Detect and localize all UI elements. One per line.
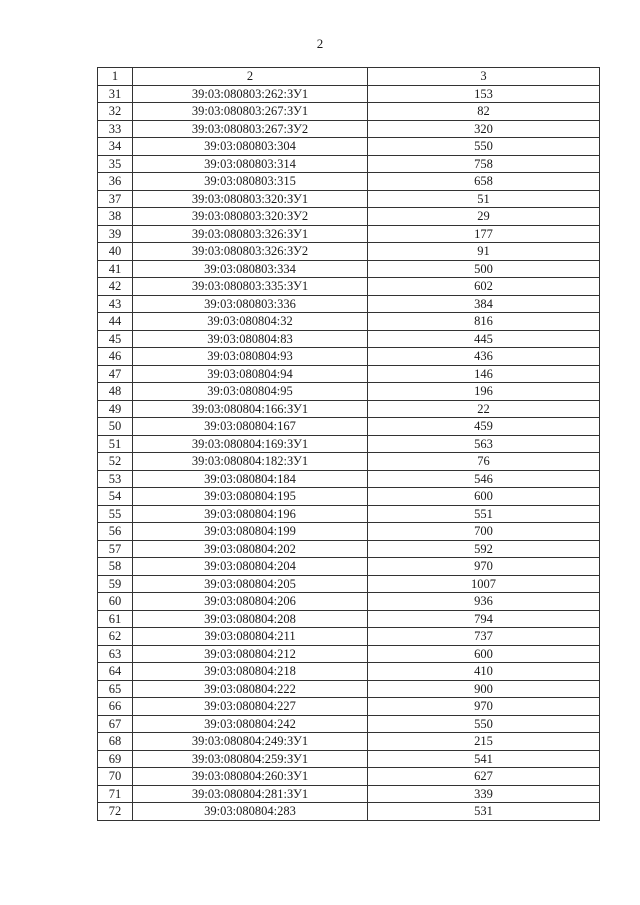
area-cell: 445 [368, 330, 600, 348]
cadastral-number-cell: 39:03:080803:267:ЗУ2 [133, 120, 368, 138]
area-cell: 794 [368, 610, 600, 628]
table-row [98, 260, 600, 278]
table-row [98, 138, 600, 156]
area-cell: 76 [368, 453, 600, 471]
table-row [98, 488, 600, 506]
row-number-cell: 64 [98, 663, 133, 681]
row-number-cell: 63 [98, 645, 133, 663]
cadastral-number-cell: 39:03:080803:267:ЗУ1 [133, 103, 368, 121]
page-number: 2 [316, 36, 324, 51]
table-row [98, 715, 600, 733]
area-cell: 82 [368, 103, 600, 121]
cadastral-number-cell: 39:03:080804:199 [133, 523, 368, 541]
table-row [98, 610, 600, 628]
cadastral-number-cell: 39:03:080804:222 [133, 680, 368, 698]
table-row [98, 155, 600, 173]
table-row [98, 663, 600, 681]
row-number-cell: 53 [98, 470, 133, 488]
table-row [98, 558, 600, 576]
table-row [98, 523, 600, 541]
table-row [98, 733, 600, 751]
area-cell: 410 [368, 663, 600, 681]
row-number-cell: 40 [98, 243, 133, 261]
row-number-cell: 66 [98, 698, 133, 716]
table-row [98, 540, 600, 558]
table-row [98, 348, 600, 366]
row-number-cell: 50 [98, 418, 133, 436]
cadastral-number-cell: 39:03:080803:315 [133, 173, 368, 191]
row-number-cell: 43 [98, 295, 133, 313]
area-cell: 320 [368, 120, 600, 138]
table-row [98, 505, 600, 523]
header-cell-2: 2 [133, 68, 368, 86]
area-cell: 541 [368, 750, 600, 768]
row-number-cell: 56 [98, 523, 133, 541]
table-row [98, 575, 600, 593]
area-cell: 592 [368, 540, 600, 558]
cadastral-number-cell: 39:03:080804:166:ЗУ1 [133, 400, 368, 418]
cadastral-number-cell: 39:03:080804:32 [133, 313, 368, 331]
row-number-cell: 33 [98, 120, 133, 138]
area-cell: 970 [368, 558, 600, 576]
row-number-cell: 41 [98, 260, 133, 278]
row-number-cell: 44 [98, 313, 133, 331]
area-cell: 384 [368, 295, 600, 313]
table-row [98, 85, 600, 103]
cadastral-number-cell: 39:03:080804:167 [133, 418, 368, 436]
area-cell: 563 [368, 435, 600, 453]
row-number-cell: 36 [98, 173, 133, 191]
row-number-cell: 39 [98, 225, 133, 243]
table-row [98, 208, 600, 226]
row-number-cell: 65 [98, 680, 133, 698]
table-row [98, 225, 600, 243]
cadastral-number-cell: 39:03:080804:211 [133, 628, 368, 646]
area-cell: 146 [368, 365, 600, 383]
table-row [98, 190, 600, 208]
table-row [98, 120, 600, 138]
area-cell: 500 [368, 260, 600, 278]
row-number-cell: 38 [98, 208, 133, 226]
row-number-cell: 61 [98, 610, 133, 628]
area-cell: 600 [368, 488, 600, 506]
area-cell: 51 [368, 190, 600, 208]
table-row [98, 295, 600, 313]
row-number-cell: 55 [98, 505, 133, 523]
row-number-cell: 54 [98, 488, 133, 506]
cadastral-number-cell: 39:03:080804:204 [133, 558, 368, 576]
table-row [98, 418, 600, 436]
cadastral-number-cell: 39:03:080803:336 [133, 295, 368, 313]
row-number-cell: 57 [98, 540, 133, 558]
area-cell: 600 [368, 645, 600, 663]
row-number-cell: 48 [98, 383, 133, 401]
table-body [98, 85, 600, 820]
cadastral-number-cell: 39:03:080804:260:ЗУ1 [133, 768, 368, 786]
table-row [98, 680, 600, 698]
table-row [98, 278, 600, 296]
cadastral-number-cell: 39:03:080804:218 [133, 663, 368, 681]
table-row [98, 593, 600, 611]
row-number-cell: 47 [98, 365, 133, 383]
table-row [98, 173, 600, 191]
cadastral-number-cell: 39:03:080803:262:ЗУ1 [133, 85, 368, 103]
cadastral-number-cell: 39:03:080803:326:ЗУ1 [133, 225, 368, 243]
row-number-cell: 68 [98, 733, 133, 751]
area-cell: 737 [368, 628, 600, 646]
cadastral-number-cell: 39:03:080803:334 [133, 260, 368, 278]
table-header-row [98, 68, 600, 86]
cadastral-number-cell: 39:03:080804:206 [133, 593, 368, 611]
table-row [98, 470, 600, 488]
area-cell: 551 [368, 505, 600, 523]
cadastral-number-cell: 39:03:080803:335:ЗУ1 [133, 278, 368, 296]
table-row [98, 785, 600, 803]
area-cell: 816 [368, 313, 600, 331]
row-number-cell: 45 [98, 330, 133, 348]
area-cell: 970 [368, 698, 600, 716]
cadastral-number-cell: 39:03:080804:195 [133, 488, 368, 506]
area-cell: 546 [368, 470, 600, 488]
row-number-cell: 52 [98, 453, 133, 471]
cadastral-number-cell: 39:03:080804:184 [133, 470, 368, 488]
table-row [98, 103, 600, 121]
row-number-cell: 37 [98, 190, 133, 208]
area-cell: 177 [368, 225, 600, 243]
cadastral-number-cell: 39:03:080804:205 [133, 575, 368, 593]
area-cell: 29 [368, 208, 600, 226]
area-cell: 758 [368, 155, 600, 173]
row-number-cell: 71 [98, 785, 133, 803]
table-row [98, 435, 600, 453]
area-cell: 339 [368, 785, 600, 803]
area-cell: 459 [368, 418, 600, 436]
cadastral-number-cell: 39:03:080803:304 [133, 138, 368, 156]
row-number-cell: 42 [98, 278, 133, 296]
header-cell-3: 3 [368, 68, 600, 86]
cadastral-number-cell: 39:03:080804:182:ЗУ1 [133, 453, 368, 471]
cadastral-number-cell: 39:03:080804:249:ЗУ1 [133, 733, 368, 751]
area-cell: 627 [368, 768, 600, 786]
area-cell: 153 [368, 85, 600, 103]
row-number-cell: 58 [98, 558, 133, 576]
cadastral-number-cell: 39:03:080804:212 [133, 645, 368, 663]
table-row [98, 313, 600, 331]
row-number-cell: 49 [98, 400, 133, 418]
area-cell: 700 [368, 523, 600, 541]
area-cell: 900 [368, 680, 600, 698]
row-number-cell: 31 [98, 85, 133, 103]
cadastral-number-cell: 39:03:080804:283 [133, 803, 368, 821]
cadastral-number-cell: 39:03:080804:169:ЗУ1 [133, 435, 368, 453]
row-number-cell: 59 [98, 575, 133, 593]
row-number-cell: 35 [98, 155, 133, 173]
row-number-cell: 32 [98, 103, 133, 121]
area-cell: 196 [368, 383, 600, 401]
area-cell: 658 [368, 173, 600, 191]
table-row [98, 628, 600, 646]
cadastral-number-cell: 39:03:080804:227 [133, 698, 368, 716]
cadastral-number-cell: 39:03:080804:95 [133, 383, 368, 401]
area-cell: 936 [368, 593, 600, 611]
area-cell: 215 [368, 733, 600, 751]
area-cell: 531 [368, 803, 600, 821]
cadastral-number-cell: 39:03:080804:83 [133, 330, 368, 348]
table-row [98, 645, 600, 663]
cadastral-number-cell: 39:03:080804:93 [133, 348, 368, 366]
area-cell: 550 [368, 715, 600, 733]
area-cell: 22 [368, 400, 600, 418]
row-number-cell: 69 [98, 750, 133, 768]
cadastral-number-cell: 39:03:080804:281:ЗУ1 [133, 785, 368, 803]
table-row [98, 698, 600, 716]
cadastral-number-cell: 39:03:080804:208 [133, 610, 368, 628]
table-row [98, 383, 600, 401]
cadastral-number-cell: 39:03:080804:94 [133, 365, 368, 383]
row-number-cell: 67 [98, 715, 133, 733]
row-number-cell: 62 [98, 628, 133, 646]
row-number-cell: 51 [98, 435, 133, 453]
row-number-cell: 34 [98, 138, 133, 156]
parcel-table [97, 67, 600, 821]
area-cell: 436 [368, 348, 600, 366]
table-row [98, 365, 600, 383]
table-row [98, 330, 600, 348]
cadastral-number-cell: 39:03:080804:259:ЗУ1 [133, 750, 368, 768]
area-cell: 602 [368, 278, 600, 296]
table-row [98, 768, 600, 786]
row-number-cell: 72 [98, 803, 133, 821]
cadastral-number-cell: 39:03:080804:242 [133, 715, 368, 733]
row-number-cell: 70 [98, 768, 133, 786]
table-row [98, 803, 600, 821]
cadastral-number-cell: 39:03:080803:320:ЗУ1 [133, 190, 368, 208]
cadastral-number-cell: 39:03:080803:326:ЗУ2 [133, 243, 368, 261]
row-number-cell: 46 [98, 348, 133, 366]
cadastral-number-cell: 39:03:080803:320:ЗУ2 [133, 208, 368, 226]
header-cell-1: 1 [98, 68, 133, 86]
area-cell: 1007 [368, 575, 600, 593]
area-cell: 550 [368, 138, 600, 156]
cadastral-number-cell: 39:03:080804:196 [133, 505, 368, 523]
cadastral-number-cell: 39:03:080803:314 [133, 155, 368, 173]
table-row [98, 750, 600, 768]
row-number-cell: 60 [98, 593, 133, 611]
table-row [98, 400, 600, 418]
table-row [98, 243, 600, 261]
area-cell: 91 [368, 243, 600, 261]
cadastral-number-cell: 39:03:080804:202 [133, 540, 368, 558]
table-row [98, 453, 600, 471]
